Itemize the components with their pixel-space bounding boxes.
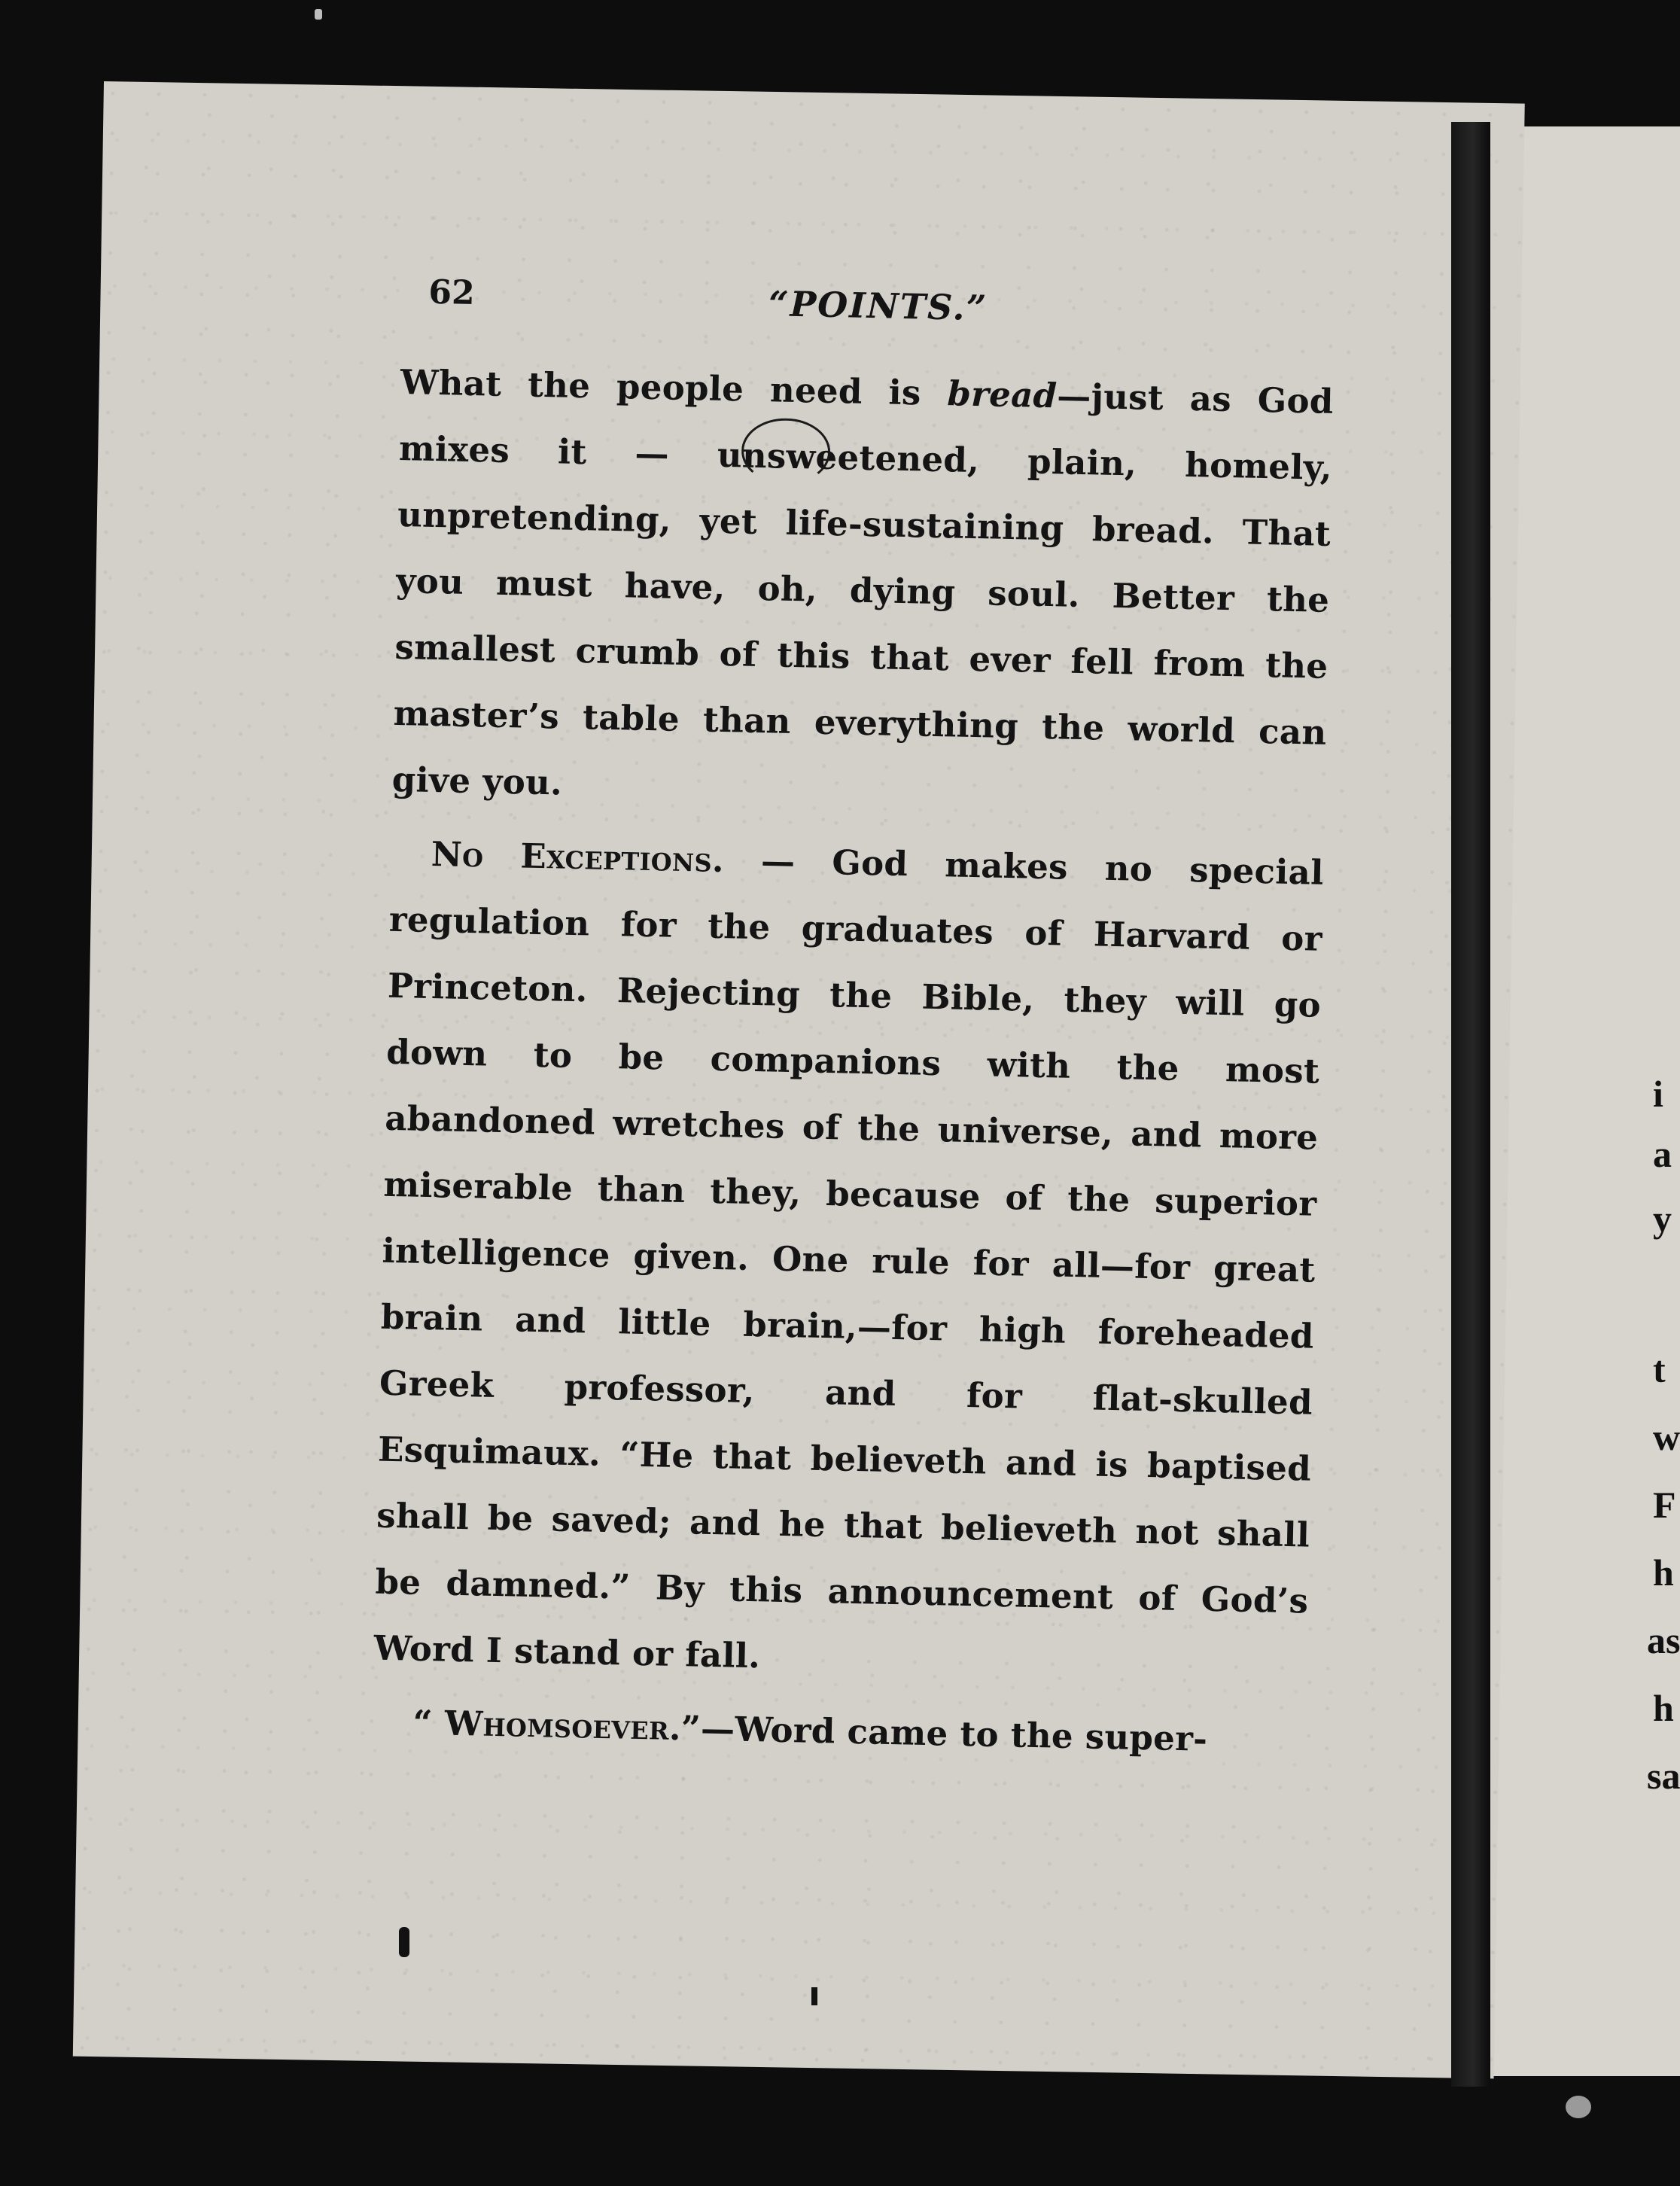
- edge-letter: h: [1653, 1551, 1674, 1594]
- edge-letter: sa: [1647, 1755, 1680, 1797]
- paragraph-text: —Word came to the super-: [700, 1708, 1208, 1759]
- edge-letter: i: [1653, 1073, 1663, 1115]
- edge-letter: w: [1653, 1416, 1680, 1458]
- paragraph-bread: [391, 349, 1335, 833]
- book-gutter: [1451, 122, 1490, 2087]
- edge-letter: h: [1653, 1687, 1674, 1729]
- scan-speck: [315, 9, 322, 20]
- edge-letter: as: [1647, 1619, 1680, 1661]
- page-text-block: [372, 271, 1336, 1775]
- emphasis-bread: bread: [946, 373, 1058, 416]
- running-head: “POINTS.”: [768, 283, 988, 329]
- ink-speck: [399, 1927, 409, 1957]
- edge-letter: t: [1653, 1348, 1666, 1390]
- paragraph-text: —just as God mixes it — unsweetened, plain, homely, unpretending, yet life-sustaining bread. That you must have, oh, dying soul. Better the smallest crumb of this that ever fell from the master’s table than everything the world can give you.: [391, 376, 1335, 803]
- section-heading: “ Whomsoever.”: [412, 1702, 702, 1749]
- ink-speck: [811, 1987, 817, 2005]
- scan-speck: [1566, 2096, 1591, 2118]
- section-heading: No Exceptions.: [431, 833, 725, 881]
- edge-letter: a: [1653, 1133, 1672, 1175]
- paragraph-no-exceptions: [373, 821, 1325, 1701]
- edge-letter: y: [1653, 1198, 1672, 1240]
- paragraph-text: What the people need is: [400, 361, 948, 414]
- edge-letter: F: [1653, 1484, 1676, 1526]
- paragraph-text: — God makes no special regulation for the graduates of Harvard or Princeton. Rejecting the Bible, they will go down to be companions with the most abandoned wretches of the universe, and more miserable than they, because of the superior intelligence given. One rule for all—for great brain and little brain,—for high foreheaded Greek professor, and for flat-skulled Esquimaux. “He that believeth and is baptised shall be saved; and he that believeth not shall be damned.” By this announcement of God’s Word I stand or fall.: [373, 840, 1325, 1676]
- page-number: 62: [428, 272, 476, 313]
